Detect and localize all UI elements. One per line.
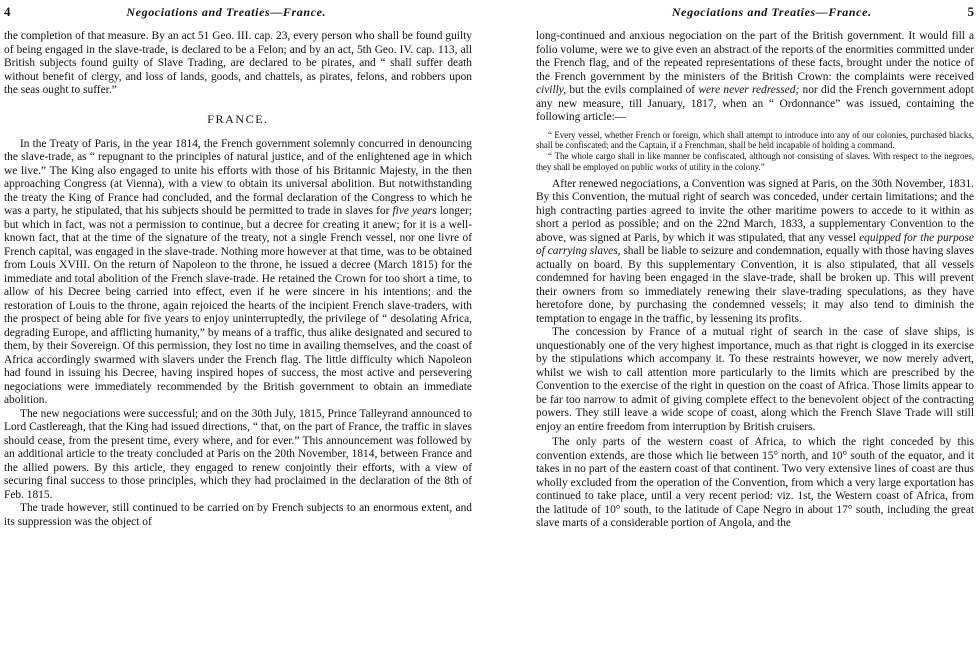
continuation-text-a: long-continued and anxious negociation on the part of the British government. It would fill a folio volume, were we to give even an abstract of the reports of the enormities committed under the French flag, and of the repeated representations of these facts, brought under the notice of the French government by the ministers of the British Crown: the complaints were received bbox=[536, 30, 974, 83]
section-heading: FRANCE. bbox=[207, 111, 269, 126]
quote-line-1: “ Every vessel, whether French or foreign, which shall attempt to introduce into any of our colonies, purchased blacks, shall be confiscated; and the Captain, if a Frenchman, shall be held incapable of holding a command. bbox=[536, 129, 974, 151]
concession-paragraph: The concession by France of a mutual right of search in the case of slave ships, is unquestionably one of the very highest importance, much as that right is clogged in its exercise by the stipulations which accompany it. To these restraints however, we now merely advert, whilst we wish to call attention more particularly to the limits which are prescribed by the Convention to the exercise of the right in question on the coast of Africa. Those limits appear to be far too narrow to admit of giving complete effect to the benevolent object of the contracting powers. They still leave a wide scope of coast, along which the French Slave Trade will still enjoy an entire freedom from interruption by British cruisers. bbox=[536, 326, 974, 433]
treaty-text-b: longer; but which in fact, was not a permission to continue, but a decree for creating it anew; for it is a well-known fact, that at the time of the signature of the treaty, not a single French vessel, nor one livre of French capital, was engaged in the slave-trade. Nothing more however at that time, was to be obtained from Louis XVIII. On the return of Napoleon to the throne, he issued a decree (March 1815) for the immediate and total abolition of the French slave-trade. He retained the Crown for too short a time, to allow of his Decree being carried into effect, even if he were sincere in his intentions; and the restoration of Louis to the throne, again rejoiced the hearts of the incipient French slave-traders, with the prospect of being able for five years to enjoy uninterruptedly, the privilege of “ desolating Africa, degrading Europe, and afflicting humanity,” by means of a traffic, thus alike designated and secured to them, by their Sovereign. Of this permission, they lost no time in availing themselves, and the coast of Africa accordingly swarmed with slavers under the French flag. The little difficulty which Napoleon had found in issuing his Decree, having inspired hopes of success, the most active and persevering negociations were immediately recommended by the British government to obtain an immediate abolition. bbox=[4, 205, 472, 406]
convention-text-b: shall be liable to seizure and condemnation, equally with those having slaves actually on board. By this supplementary Convention, it is also stipulated, that all vessels condemned for having been engaged in the slave-trade, shall be broken up. This will prevent their owners from so immediately renewing their slave-trading speculations, as they have heretofore done, by purchasing the condemned vessels; it may also tend to diminish the temptation to engage in the traffic, by lessening its profits. bbox=[536, 245, 974, 325]
trade-paragraph: The trade however, still continued to be carried on by French subjects to an enormous extent, and its suppression was the object of bbox=[4, 502, 472, 528]
treaty-paragraph bbox=[4, 138, 472, 408]
convention-emphasis: equipped for the purpose of carrying slaves, bbox=[536, 231, 974, 258]
continuation-paragraph bbox=[536, 30, 974, 125]
left-running-head bbox=[4, 4, 472, 28]
continuation-emphasis-2: were never redressed; bbox=[698, 84, 800, 96]
page-number: 5 bbox=[967, 4, 974, 19]
book-gutter bbox=[498, 0, 522, 646]
coast-paragraph: The only parts of the western coast of Africa, to which the right conceded by this convention extends, are those which lie between 15° north, and 10° south of the equator, and it takes in no part of the eastern coast of that continent. Two very extensive lines of coast are thus wholly excluded from the operation of the Convention, from which a very large exportation has continued to take place, until a very recent period: viz. 1st, the Western coast of Africa, from the latitude of 10° south, to the latitude of Cape Negro in about 17° south, including the great slave marts of a considerable portion of Angola, and the bbox=[536, 436, 974, 530]
convention-text-a: After renewed negociations, a Convention was signed at Paris, on the 30th November, 1831. By this Convention, the mutual right of search was conceded, under certain limitations; and the high contracting parties agreed to invite the other maritime powers to accede to it within as short a period as possible; and on the 22nd March, 1833, a supplementary Convention to the above, was signed at Paris, by which it was stipulated, that any vessel bbox=[536, 177, 974, 244]
ordonnance-quote bbox=[536, 130, 974, 173]
treaty-text-a: In the Treaty of Paris, in the year 1814, the French government solemnly concurred in denouncing the slave-trade, as “ repugnant to the principles of natural justice, and of the enlightened age in which we live.” The King also engaged to unite his efforts with those of his Britannic Majesty, in the then approaching Congress (at Vienna), with a view to obtain its universal abolition. But notwithstanding the treaty the King of France had concluded, and the formal declaration of the Congress to which he was a party, he stipulated, that his subjects should be permitted to trade in slaves for bbox=[4, 137, 472, 217]
intro-paragraph: the completion of that measure. By an act 51 Geo. III. cap. 23, every person who shall be found guilty of being engaged in the slave-trade, is declared to be a Felon; and by an act, 5th Geo. IV. cap. 113, all British subjects found guilty of Slave Trading, are declared to be pirates, and “ shall suffer death without benefit of clergy, and loss of lands, goods, and chattels, as pirates, felons, and robbers upon the seas ought to suffer.” bbox=[4, 30, 472, 96]
continuation-text-b: but the evils complained of bbox=[569, 84, 696, 96]
right-running-head bbox=[536, 4, 974, 28]
running-head-title: Negociations and Treaties—France. bbox=[671, 5, 872, 19]
page-number: 4 bbox=[4, 4, 11, 19]
right-page bbox=[532, 0, 980, 646]
continuation-emphasis-1: civilly, bbox=[536, 84, 567, 96]
negotiations-paragraph: The new negociations were successful; and on the 30th July, 1815, Prince Talleyrand announced to Lord Castlereagh, that the King had issued directions, “ that, on the part of France, the traffic in slaves should cease, from the present time, every where, and for ever.” This announcement was followed by an additional article to the treaty concluded at Paris on the 20th November, 1814, between France and the allied powers. By this article, they engaged to renew conjointly their efforts, with a view of securing final success to those principles, which they had proclaimed in the declaration of the 8th of Feb. 1815. bbox=[4, 407, 472, 501]
running-head-title: Negociations and Treaties—France. bbox=[126, 5, 327, 19]
quote-line-2: “ The whole cargo shall in like manner be confiscated, although not consisting of slaves. With respect to the negroes, they shall be employed on public works of utility in the colony.” bbox=[536, 151, 974, 172]
convention-paragraph bbox=[536, 178, 974, 327]
continuation-text-c: nor did the French government adopt any new measure, till January, 1817, when an “ Ordonnance” was issued, containing the following article:— bbox=[536, 84, 974, 123]
treaty-emphasis: five years bbox=[392, 205, 437, 217]
left-page bbox=[0, 0, 488, 646]
